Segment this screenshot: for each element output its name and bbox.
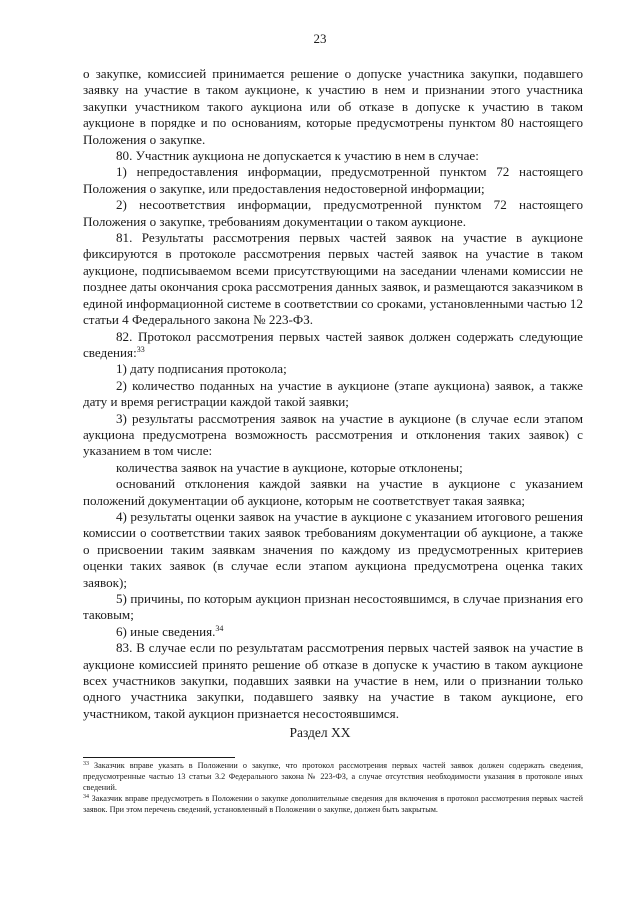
- paragraph-text: 80. Участник аукциона не допускается к участию в нем в случае:: [116, 148, 479, 164]
- paragraph-text: 3) результаты рассмотрения заявок на участие в аукционе (в случае если этапом аукциона предусмотрена возможность рассмотрения и отклонения таких заявок) с указанием в том числе:: [83, 410, 583, 459]
- paragraph-text: 1) дату подписания протокола;: [116, 361, 287, 377]
- paragraph: [83, 624, 583, 640]
- paragraph: [83, 329, 583, 362]
- paragraph-text: 4) результаты оценки заявок на участие в аукционе с указанием итогового решения комиссии о соответствии таких заявок требованиям документации об аукционе, а также о присвоении таким заявкам значения по каждому из предусмотренных критериев оценки таких заявок (в случае если этапом аукциона предусмотрена оценка таких заявок);: [83, 508, 583, 590]
- paragraph: [83, 476, 583, 509]
- paragraph-text: 6) иные сведения.: [116, 623, 216, 639]
- paragraph: [83, 164, 583, 197]
- paragraph: [83, 460, 583, 476]
- footnote-ref: 34: [215, 623, 224, 633]
- paragraph-text: оснований отклонения каждой заявки на участие в аукционе с указанием положений документации об аукционе, которым не соответствует такая заявка;: [83, 476, 583, 508]
- paragraph: [83, 361, 583, 377]
- paragraph: [83, 197, 583, 230]
- page-number: 23: [313, 31, 327, 46]
- paragraph: [83, 66, 583, 148]
- footnote: [83, 760, 583, 793]
- paragraph-text: 83. В случае если по результатам рассмотрения первых частей заявок на участие в аукционе комиссией принято решение об отказе в допуске к участию в таком аукционе всех участников закупки, подавших заявки на участие в нем, или о признании только одного участника закупки, подавшего заявку на участие в таком аукционе, его участником, такой аукцион признается несостоявшимся.: [83, 640, 583, 721]
- paragraph-text: 1) непредоставления информации, предусмотренной пунктом 72 настоящего Положения о закупке, или предоставления недостоверной информации;: [83, 164, 583, 196]
- footnote-separator: [83, 757, 235, 758]
- paragraph-text: 5) причины, по которым аукцион признан несостоявшимся, в случае признания его таковым;: [83, 591, 583, 623]
- paragraph-text: 82. Протокол рассмотрения первых частей заявок должен содержать следующие сведения:: [83, 328, 583, 360]
- paragraph: [83, 411, 583, 460]
- paragraph: [83, 509, 583, 591]
- paragraph: [83, 640, 583, 722]
- footnote-number: 33: [83, 761, 89, 767]
- paragraph: [83, 148, 583, 164]
- paragraph-text: количества заявок на участие в аукционе, которые отклонены;: [116, 459, 463, 475]
- paragraph-text: о закупке, комиссией принимается решение о допуске участника закупки, подавшего заявку на участие в таком аукционе, к участию в нем и признании этого участника закупки участником такого аукциона или об отказе в допуске к участию в таком аукционе в порядке и по основаниям, которые предусмотрены пунктом 80 настоящего Положения о закупке.: [83, 66, 583, 147]
- footnotes: [83, 760, 583, 815]
- footnote-text: Заказчик вправе предусмотреть в Положении о закупке дополнительные сведения для включения в протокол рассмотрения первых частей заявок. При этом перечень сведений, установленный в Положении о закупке, должен быть закрытым.: [83, 794, 583, 814]
- footnote-ref: 33: [136, 344, 145, 354]
- footnote: [83, 793, 583, 815]
- section-title: Раздел XX: [289, 725, 351, 740]
- footnote-text: Заказчик вправе указать в Положении о закупке, что протокол рассмотрения первых частей заявок должен содержать сведения, предусмотренные частью 13 статьи 3.2 Федерального закона № 223-ФЗ, а случае отсутствия необходимости указания в протоколе иных сведений.: [83, 761, 583, 792]
- body-text: [83, 66, 583, 722]
- paragraph-text: 81. Результаты рассмотрения первых частей заявок на участие в аукционе фиксируются в протоколе рассмотрения первых частей заявок на участие в таком аукционе, подписываемом всеми присутствующими на заседании членами комиссии не позднее даты окончания срока рассмотрения данных заявок, и размещаются заказчиком в единой информационной системе в соответствии со сроками, установленными частью 12 статьи 4 Федерального закона № 223-ФЗ.: [83, 230, 583, 328]
- paragraph-text: 2) количество поданных на участие в аукционе (этапе аукциона) заявок, а также дату и время регистрации каждой такой заявки;: [83, 377, 583, 410]
- paragraph: [83, 230, 583, 328]
- paragraph-text: 2) несоответствия информации, предусмотренной пунктом 72 настоящего Положения о закупке, требованиям документации о таком аукционе.: [83, 197, 583, 229]
- paragraph: [83, 591, 583, 624]
- paragraph: [83, 378, 583, 411]
- footnote-number: 34: [83, 794, 89, 800]
